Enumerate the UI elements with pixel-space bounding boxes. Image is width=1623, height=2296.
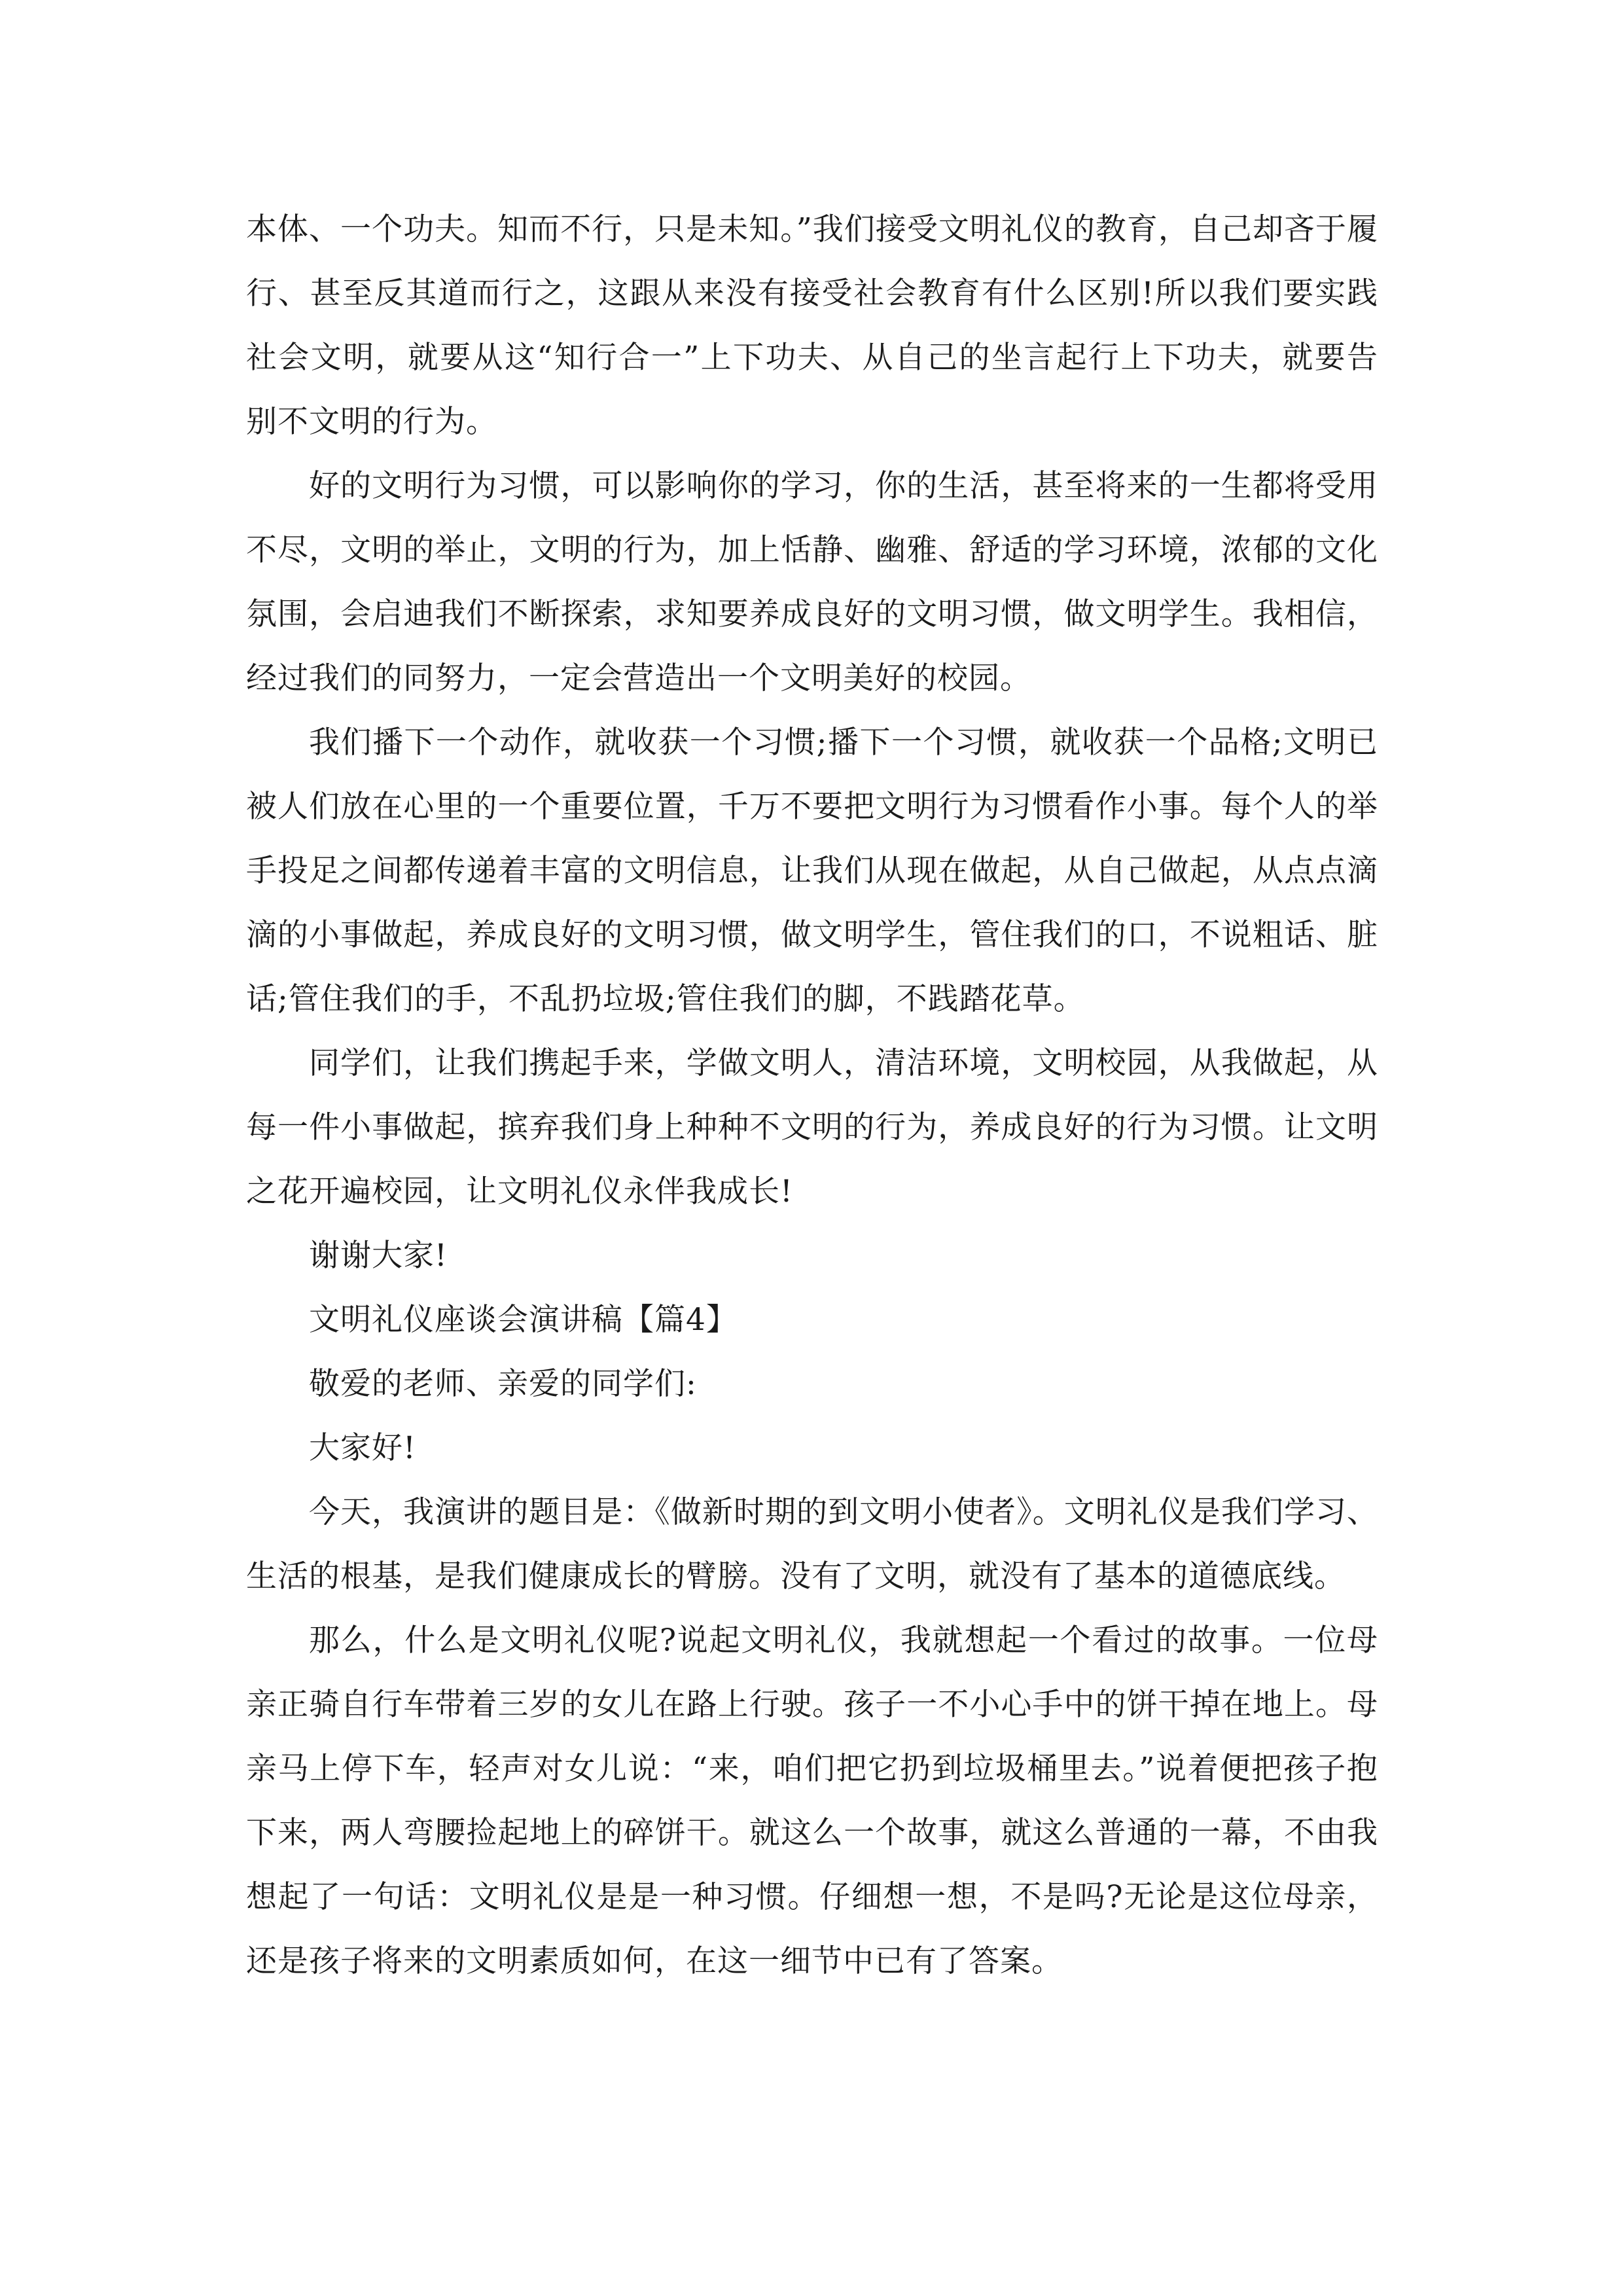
paragraph-call-to-action: 同学们，让我们携起手来，学做文明人，清洁环境，文明校园，从我做起，从每一件小事做起，摈弃我们身上种种不文明的行为，养成良好的行为习惯。让文明之花开遍校园，让文明礼仪永伴我成长!: [246, 1045, 1378, 1210]
paragraph-continuation: 本体、一个功夫。知而不行，只是未知。”我们接受文明礼仪的教育，自己却吝于履行、甚至反其道而行之，这跟从来没有接受社会教育有什么区别!所以我们要实践社会文明，就要从这“知行合一”上下功夫、从自己的坐言起行上下功夫，就要告别不文明的行为。: [246, 211, 1378, 440]
document-body: [246, 198, 1378, 1994]
paragraph-story: 那么，什么是文明礼仪呢?说起文明礼仪，我就想起一个看过的故事。一位母亲正骑自行车带着三岁的女儿在路上行驶。孩子一不小心手中的饼干掉在地上。母亲马上停下车，轻声对女儿说：“来，咱们把它扔到垃圾桶里去。”说着便把孩子抱下来，两人弯腰捡起地上的碎饼干。就这么一个故事，就这么普通的一幕，不由我想起了一句话：文明礼仪是是一种习惯。仔细想一想，不是吗?无论是这位母亲，还是孩子将来的文明素质如何，在这一细节中已有了答案。: [246, 1623, 1378, 1979]
paragraph-speech-topic: 今天，我演讲的题目是：《做新时期的到文明小使者》。文明礼仪是我们学习、生活的根基，是我们健康成长的臂膀。没有了文明，就没有了基本的道德底线。: [246, 1494, 1378, 1594]
paragraph-sow-action: 我们播下一个动作，就收获一个习惯;播下一个习惯，就收获一个品格;文明已被人们放在心里的一个重要位置，千万不要把文明行为习惯看作小事。每个人的举手投足之间都传递着丰富的文明信息，让我们从现在做起，从自己做起，从点点滴滴的小事做起，养成良好的文明习惯，做文明学生，管住我们的口，不说粗话、脏话;管住我们的手，不乱扔垃圾;管住我们的脚，不践踏花草。: [246, 725, 1378, 1017]
section-heading: 文明礼仪座谈会演讲稿【篇4】: [309, 1302, 738, 1338]
paragraph-thanks: 谢谢大家!: [309, 1238, 448, 1274]
paragraph-habits: 好的文明行为习惯，可以影响你的学习，你的生活，甚至将来的一生都将受用不尽，文明的举止，文明的行为，加上恬静、幽雅、舒适的学习环境，浓郁的文化氛围，会启迪我们不断探索，求知要养成良好的文明习惯，做文明学生。我相信，经过我们的同努力，一定会营造出一个文明美好的校园。: [246, 468, 1378, 696]
salutation: 敬爱的老师、亲爱的同学们:: [309, 1366, 697, 1402]
greeting: 大家好!: [309, 1430, 416, 1466]
